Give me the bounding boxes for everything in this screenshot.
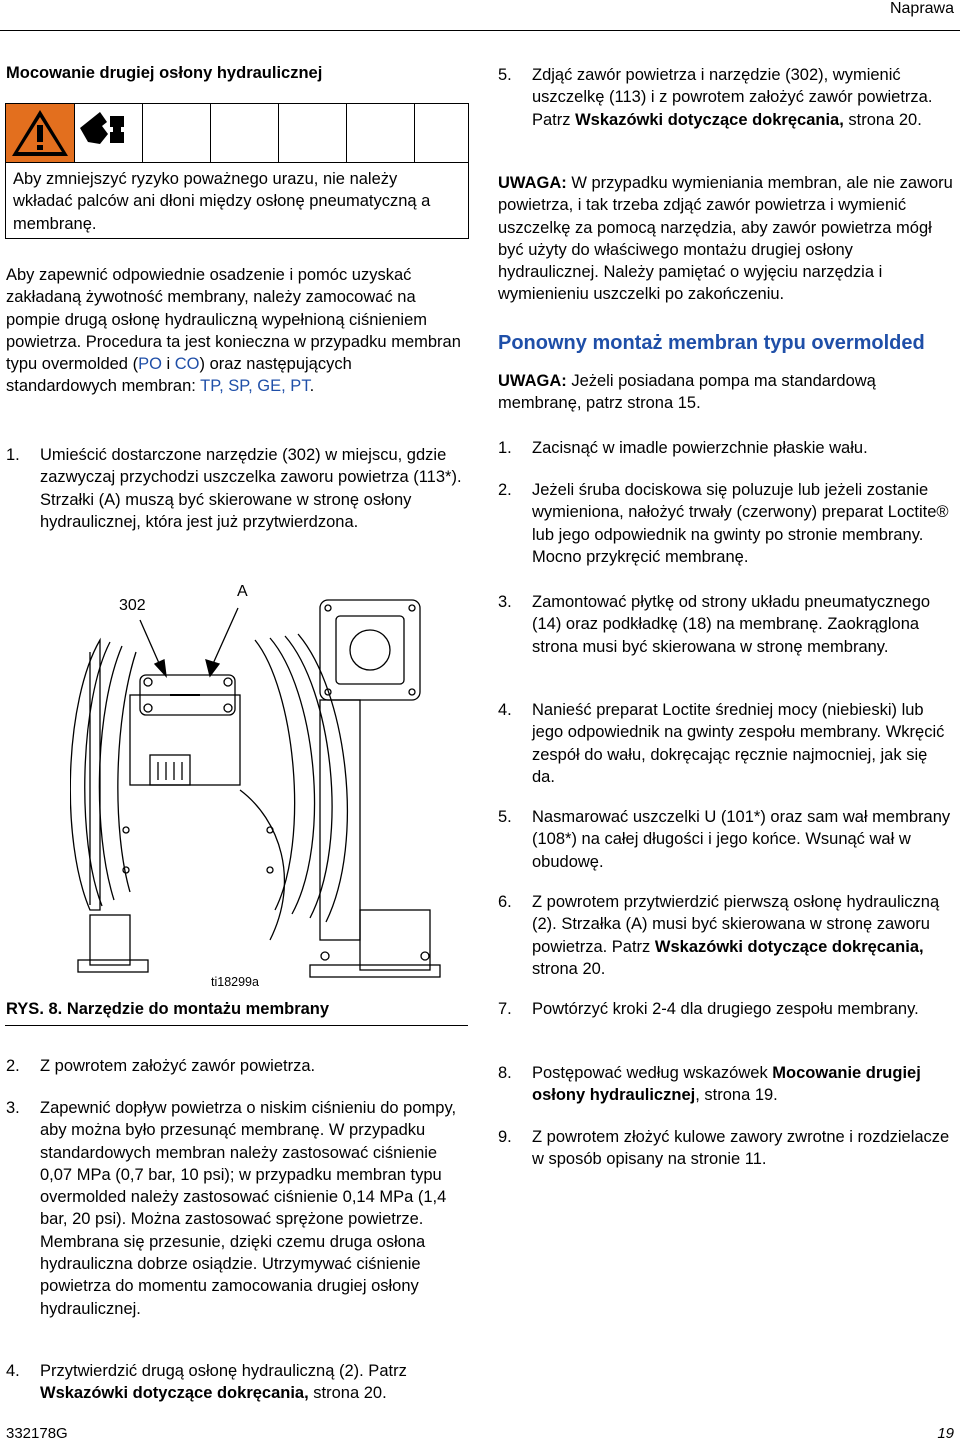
step-5-remove [498, 64, 954, 131]
step-text: Z powrotem założyć zawór powietrza. [40, 1057, 316, 1075]
r-step-7 [498, 998, 954, 1020]
doc-number: 332178G [6, 1425, 68, 1442]
step-number: 6. [498, 893, 512, 911]
r-step-3 [498, 591, 954, 658]
warning-triangle-icon [6, 104, 74, 162]
step-text: Zapewnić dopływ powietrza o niskim ciśnieniu do pompy, aby można było przesunąć membranę. W przypadku standardowych membran należy zastosować ciśnienie 0,07 MPa (0,7 bar, 10 psi); w przypadku membran typu overmolded należy zastosować ciśnienie 0,14 MPa (1,4 bar, 20 psi). Można zastosować sprężone powietrze. Membrana się przesunie, dzięki czemu druga osłona hydrauliczna dobrze osiądzie. Utrzymywać ciśnienie powietrza do momentu zamocowania drugiej osłony hydraulicznej. [40, 1099, 457, 1318]
warning-cell [346, 104, 415, 162]
intro-text: i [161, 355, 175, 374]
r-step-8 [498, 1062, 954, 1107]
note-2 [498, 370, 954, 415]
section-heading: Mocowanie drugiej osłony hydraulicznej [6, 64, 323, 82]
co-link[interactable]: CO [174, 355, 200, 374]
step-2 [6, 1055, 464, 1077]
r-step-5 [498, 806, 954, 873]
step-number: 4. [6, 1362, 20, 1380]
caption-rule [5, 1025, 468, 1026]
step-text: Postępować według wskazówek Mocowanie drugiej osłony hydraulicznej, strona 19. [532, 1064, 921, 1105]
note-text: Jeżeli posiadana pompa ma standardową membranę, patrz strona 15. [498, 372, 876, 413]
r-step-9 [498, 1126, 954, 1171]
step-number: 1. [498, 439, 512, 457]
r-step-6 [498, 891, 954, 980]
figure-caption [6, 1000, 329, 1019]
step-text: Nanieść preparat Loctite średniej mocy (niebieski) lub jego odpowiednik na gwinty zespołu membrany. Wkręcić zespół do wału, dokręcając ręcznie najmocniej, jak się da. [532, 701, 945, 786]
figure-title: Narzędzie do montażu membrany [66, 1000, 330, 1018]
intro-text: ) oraz następujących standardowych membran: [6, 355, 352, 396]
header-rule [0, 30, 960, 31]
image-id: ti18299a [211, 975, 259, 989]
step-4 [6, 1360, 464, 1405]
step-number: 2. [498, 481, 512, 499]
torque-ref-link[interactable]: Wskazówki dotyczące dokręcania, [654, 937, 924, 956]
step-number: 5. [498, 808, 512, 826]
step-text: Jeżeli śruba dociskowa się poluzuje lub jeżeli zostanie wymieniona, nałożyć trwały (czerwony) preparat Loctite® lub jego odpowiednik na gwinty po stronie membrany. Mocno przykręcić membranę. [532, 481, 949, 566]
figure-label-a: A [237, 583, 248, 600]
po-link[interactable]: PO [138, 355, 162, 374]
step-number: 3. [498, 593, 512, 611]
step-text: Z powrotem złożyć kulowe zawory zwrotne i rozdzielacze w sposób opisany na stronie 11. [532, 1128, 950, 1169]
step-text: Zacisnąć w imadle powierzchnie płaskie wału. [532, 439, 868, 457]
step-number: 4. [498, 701, 512, 719]
step-number: 5. [498, 66, 512, 84]
warning-cell [142, 104, 211, 162]
figure-number: RYS. 8. [6, 1000, 63, 1018]
step-number: 1. [6, 446, 20, 464]
step-1 [6, 444, 464, 533]
step-number: 3. [6, 1099, 20, 1117]
note-label: UWAGA: [498, 372, 567, 390]
step-number: 2. [6, 1057, 20, 1075]
intro-text: Aby zapewnić odpowiednie osadzenie i pomóc uzyskać zakładaną żywotność membrany, należy zamocować na pompie drugą osłonę hydrauliczną wypełnioną ciśnieniem powietrza. Procedura ta jest konieczna w przypadku membran typu overmolded ( [6, 266, 461, 374]
step-number: 8. [498, 1064, 512, 1082]
intro-text: . [309, 377, 315, 396]
step-text: Z powrotem przytwierdzić pierwszą osłonę hydrauliczną (2). Strzałka (A) musi być skierowana w stronę zaworu powietrza. Patrz Wskazówki dotyczące dokręcania, strona 20. [532, 893, 940, 978]
step-text: Powtórzyć kroki 2-4 dla drugiego zespołu membrany. [532, 1000, 919, 1018]
intro-paragraph [6, 264, 466, 398]
warning-box [5, 103, 469, 239]
r-step-1 [498, 437, 954, 459]
pinch-hand-icon [74, 104, 142, 162]
note-label: UWAGA: [498, 174, 567, 192]
figure-label-302: 302 [119, 597, 146, 614]
membrane-list-link[interactable]: TP, SP, GE, PT [200, 377, 310, 396]
warning-cell [278, 104, 347, 162]
r-step-2 [498, 479, 954, 568]
page-number: 19 [937, 1425, 954, 1442]
torque-ref-link[interactable]: Wskazówki dotyczące dokręcania, [40, 1384, 309, 1403]
step-text: Zamontować płytkę od strony układu pneumatycznego (14) oraz podkładkę (18) na membranę. Zaokrąglona strona musi być skierowana w stronę membrany. [532, 593, 931, 656]
note-text: W przypadku wymieniania membran, ale nie zaworu powietrza, i tak trzeba zdjąć zawór powietrza i wymienić uszczelkę za pomocą narzędzia, aby zawór powietrza mógł być użyty do właściwego montażu drugiej osłony hydraulicznej. Należy pamiętać o wyjęciu narzędzia i wymienieniu uszczelki po zakończeniu. [498, 174, 953, 304]
step-text: Zdjąć zawór powietrza i narzędzie (302), wymienić uszczelkę (113) i z powrotem założyć zawór powietrza. Patrz Wskazówki dotyczące dokręcania, strona 20. [532, 66, 933, 129]
warning-cell [210, 104, 279, 162]
warning-cell [6, 104, 75, 162]
step-text: Umieścić dostarczone narzędzie (302) w miejscu, gdzie zazwyczaj przychodzi uszczelka zaworu powietrza (113*). Strzałki (A) muszą być skierowane w stronę osłony hydraulicznej, która jest już przytwierdzona. [40, 446, 462, 531]
step-number: 7. [498, 1000, 512, 1018]
section-header: Naprawa [889, 0, 954, 17]
section-ref-link[interactable]: Mocowanie drugiej osłony hydraulicznej [532, 1064, 921, 1105]
step-text: Przytwierdzić drugą osłonę hydrauliczną (2). Patrz Wskazówki dotyczące dokręcania, strona 20. [40, 1362, 407, 1403]
note-1 [498, 172, 954, 306]
warning-cell [74, 104, 143, 162]
step-number: 9. [498, 1128, 512, 1146]
warning-text: Aby zmniejszyć ryzyko poważnego urazu, nie należy wkładać palców ani dłoni między osłonę pneumatyczną a membranę. [13, 170, 431, 233]
step-text: Nasmarować uszczelki U (101*) oraz sam wał membrany (108*) na całej długości i jego końce. Wsunąć wał w obudowę. [532, 808, 951, 871]
r-step-4 [498, 699, 954, 788]
step-3 [6, 1097, 464, 1320]
subsection-heading: Ponowny montaż membran typu overmolded [498, 332, 925, 354]
torque-ref-link[interactable]: Wskazówki dotyczące dokręcania, [575, 110, 844, 129]
warning-icon-row [6, 104, 468, 163]
pump-diagram [70, 580, 450, 990]
